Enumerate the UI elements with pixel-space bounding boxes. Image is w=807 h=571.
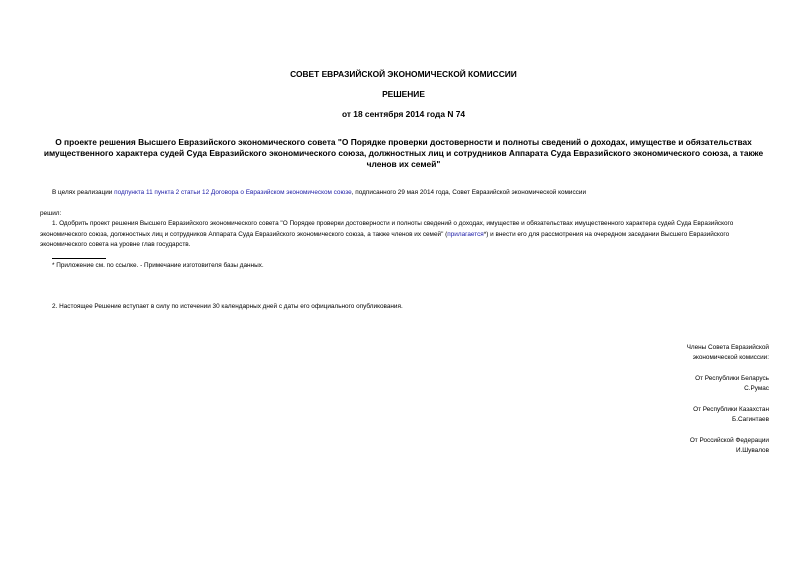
item-2-paragraph: 2. Настоящее Решение вступает в силу по истечении 30 календарных дней с даты его официального опубликования. xyxy=(52,303,403,310)
signature-block-russia xyxy=(569,436,769,457)
signature-block-kazakhstan xyxy=(569,405,769,426)
footnote-divider xyxy=(52,258,106,259)
decided-label: решил: xyxy=(40,210,62,217)
item-1-text-before: 1. Одобрить проект решения Высшего Евразийского экономического совета "О Порядке проверки достоверности и полноты сведений о доходах, имуществе и обязательствах имущественного характера судей Суда Евразийского экономического союза, должностных лиц и сотрудников Аппарата Суда Евразийского экономического союза, а также членов их семей" ( xyxy=(40,220,734,238)
signatures-heading-line1: Члены Совета Евразийской xyxy=(686,344,769,351)
item-1-paragraph xyxy=(40,219,771,251)
doc-type-heading: РЕШЕНИЕ xyxy=(382,89,425,99)
signature-country: От Республики Казахстан xyxy=(693,406,769,413)
preamble-text-before: В целях реализации xyxy=(52,189,115,196)
signatures-heading xyxy=(569,343,769,364)
signature-country: От Республики Беларусь xyxy=(695,375,769,382)
signature-name: Б.Сагинтаев xyxy=(732,416,769,424)
preamble-paragraph xyxy=(52,188,772,199)
footnote: * Приложение см. по ссылке. - Примечание изготовителя базы данных. xyxy=(52,262,264,269)
attachment-link[interactable]: прилагается xyxy=(447,230,484,238)
document-title: О проекте решения Высшего Евразийского экономического совета "О Порядке проверки достоверности и полноты сведений о доходах, имуществе и обязательствах имущественного характера судей Суда Евразийского экономического союза, должностных лиц и сотрудников Аппарата Суда Евразийского экономического союза, а также членов их семей" xyxy=(43,137,764,169)
treaty-article-link[interactable]: подпункта 11 пункта 2 статьи 12 Договора о Евразийском экономическом союзе xyxy=(114,189,352,196)
signature-name: С.Румас xyxy=(744,385,769,393)
signature-block-belarus xyxy=(569,374,769,395)
signatures-heading-line2: экономической комиссии: xyxy=(692,354,769,362)
date-number-heading: от 18 сентября 2014 года N 74 xyxy=(341,109,466,119)
preamble-text-after: , подписанного 29 мая 2014 года, Совет Евразийской экономической комиссии xyxy=(351,189,587,196)
signature-country: От Российской Федерации xyxy=(689,437,769,444)
signature-name: И.Шувалов xyxy=(735,447,769,455)
org-heading: СОВЕТ ЕВРАЗИЙСКОЙ ЭКОНОМИЧЕСКОЙ КОМИССИИ xyxy=(290,69,517,79)
item-1-text-after: *) и внести его для рассмотрения на очередном заседании Высшего Евразийского экономического совета на уровне глав государств. xyxy=(40,230,730,248)
